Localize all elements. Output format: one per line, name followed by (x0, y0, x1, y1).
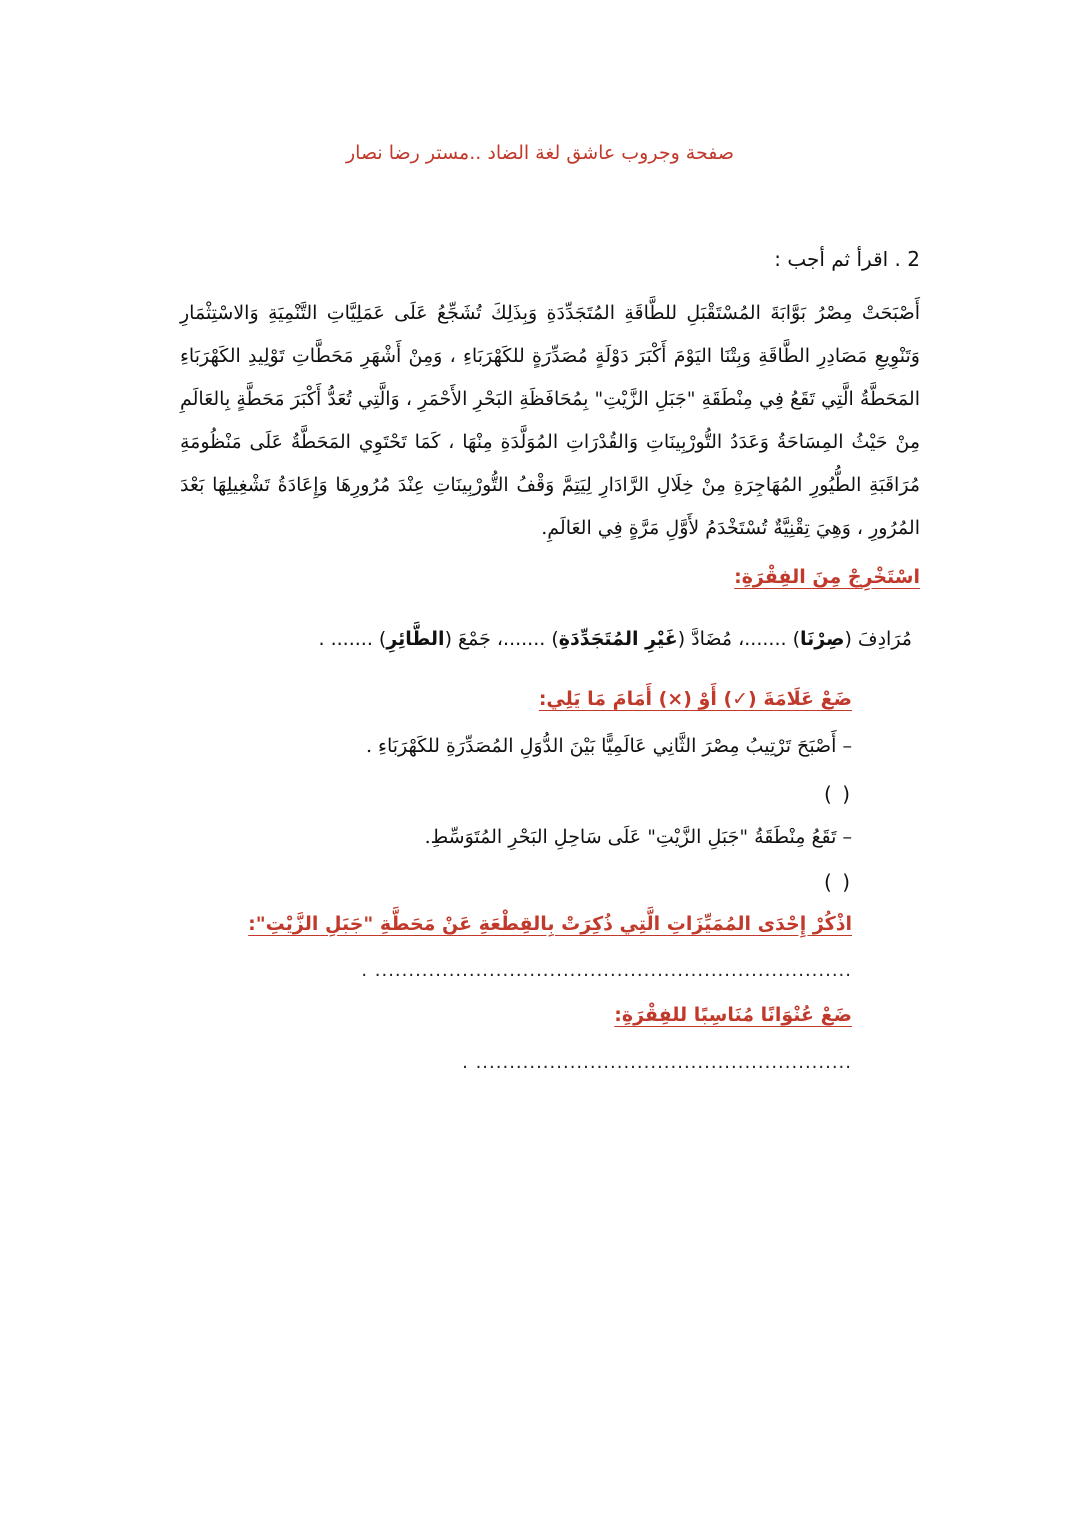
answer-box-1[interactable]: ( ) (824, 782, 852, 806)
plural-word: الطَّائِرِ (386, 628, 445, 650)
extract-question (319, 628, 913, 650)
synonym-label: مُرَادِفَ ( (844, 628, 912, 650)
feature-answer-line[interactable]: ....................................................................... . (361, 960, 852, 981)
true-false-section-title: ضَعْ عَلَامَةَ (✓) أَوْ (×) أَمَامَ مَا يَلِي: (538, 688, 852, 710)
heading-section-title: ضَعْ عُنْوَانًا مُنَاسِبًا للفِقْرَةِ: (614, 1004, 852, 1026)
answer-box-2[interactable]: ( ) (824, 870, 852, 894)
feature-section-title: اذْكُرْ إِحْدَى المُمَيِّزَاتِ الَّتِي ذُكِرَتْ بِالقِطْعَةِ عَنْ مَحَطَّةِ "جَبَلِ الزَّيْتِ": (248, 913, 852, 935)
extract-ending: ) ....... . (318, 628, 387, 650)
question-title: 2 . اقرأ ثم أجب : (774, 247, 920, 271)
antonym-word: غَيْرِ المُتَجَدِّدَةِ (558, 628, 678, 650)
true-false-statement-1: – أَصْبَحَ تَرْتِيبُ مِصْرَ الثَّانِي عَالَمِيًّا بَيْنَ الدُّوَلِ المُصَدِّرَةِ للكَهْرَبَاءِ . (365, 735, 852, 757)
synonym-word: صِرْنَا (799, 628, 845, 650)
heading-answer-line[interactable]: ........................................................ . (462, 1052, 852, 1073)
reading-passage: أَصْبَحَتْ مِصْرُ بَوَّابَةَ المُسْتَقْبَلِ للطَّاقَةِ المُتَجَدِّدَةِ وَبِذَلِكَ تُشَجِّعُ عَلَى عَمَلِيَّاتِ التَّنْمِيَةِ وَالاسْتِثْمَارِ وَتَنْوِيعِ مَصَادِرِ الطَّاقَةِ وَبِتْنَا اليَوْمَ أَكْبَرَ دَوْلَةٍ مُصَدِّرَةٍ للكَهْرَبَاءِ ، وَمِنْ أَشْهَرِ مَحَطَّاتِ تَوْلِيدِ الكَهْرَبَاءِ المَحَطَّةُ الَّتِي تَقَعُ فِي مِنْطَقَةِ "جَبَلِ الزَّيْتِ" بِمُحَافَظَةِ البَحْرِ الأَحْمَرِ ، وَالَّتِي تُعَدُّ أَكْبَرَ مَحَطَّةٍ بِالعَالَمِ مِنْ حَيْثُ المِسَاحَةُ وَعَدَدُ التُّورْبِينَاتِ وَالقُدْرَاتِ المُوَلَّدَةِ مِنْهَا ، كَمَا تَحْتَوِي المَحَطَّةُ عَلَى مَنْظُومَةِ مُرَاقَبَةِ الطُّيُورِ المُهَاجِرَةِ مِنْ خِلَالِ الرَّادَارِ لِيَتِمَّ وَقْفُ التُّورْبِينَاتِ عِنْدَ مُرُورِهَا وَإِعَادَةُ تَشْغِيلِهَا بَعْدَ المُرُورِ ، وَهِيَ تِقْنِيَّةٌ تُسْتَخْدَمُ لأَوَّلِ مَرَّةٍ فِي العَالَمِ. (180, 302, 920, 539)
page-header: صفحة وجروب عاشق لغة الضاد ..مستر رضا نصار (345, 142, 734, 164)
true-false-statement-2: – تَقَعُ مِنْطَقَةُ "جَبَلِ الزَّيْتِ" عَلَى سَاحِلِ البَحْرِ المُتَوَسِّطِ. (424, 826, 852, 848)
plural-label: ) .......، جَمْعَ ( (444, 628, 559, 650)
antonym-label: ) .......، مُضَادَّ ( (677, 628, 800, 650)
extract-section-title: اسْتَخْرِجْ مِنَ الفِقْرَةِ: (734, 566, 920, 588)
